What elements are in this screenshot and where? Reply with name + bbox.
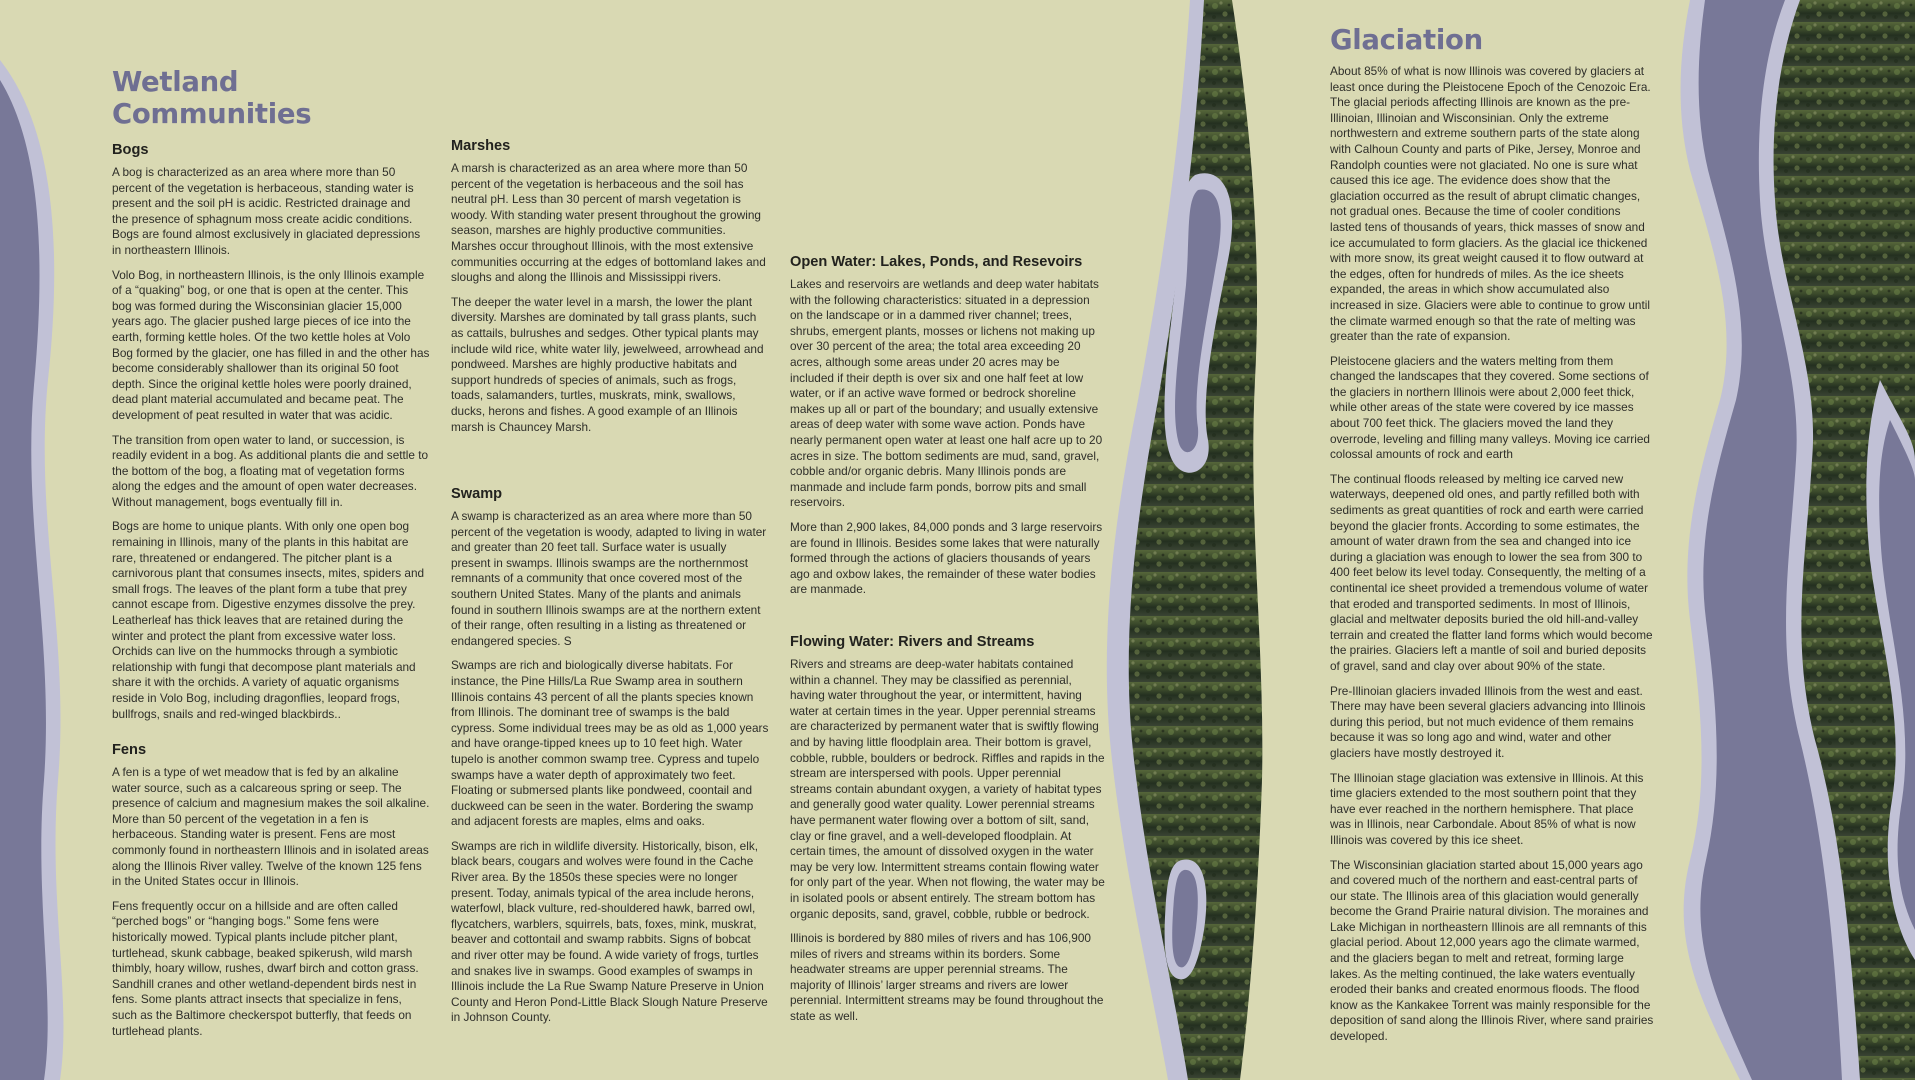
glaciation-paragraph-4: Pre-Illinoian glaciers invaded Illinois from the west and east. There may have been several glaciers advancing into Illinois during this period, but not much evidence of them remains because it was so long ago and wind, water and other glaciers have mostly destroyed it. — [1330, 683, 1646, 760]
fens-section — [112, 742, 430, 1048]
swamp-paragraph-1: A swamp is characterized as an area where more than 50 percent of the vegetation is woody, adapted to living in water and greater than 20 feet tall. Surface water is usually present in swamps. Illinois swamps are the northernmost remnants of a community that once covered most of the southern United States. Many of the plants and animals found in southern Illinois swamps are at the northern extent of their range, often resulting in a listing as threatened or endangered species. S — [451, 509, 767, 648]
swamp-heading: Swamp — [451, 486, 503, 502]
swamp-section — [451, 486, 769, 1035]
bogs-paragraph-3: The transition from open water to land, or succession, is readily evident in a bog. As additional plants die and settle to the bottom of the bog, a floating mat of vegetation forms along the edges and the amount of open water decreases. Without management, bogs eventually fill in. — [112, 432, 429, 509]
open-water-paragraph-2: More than 2,900 lakes, 84,000 ponds and 3 large reservoirs are found in Illinois. Besides some lakes that were naturally formed through the actions of glaciers thousands of years ago and oxbow lakes, the remainder of these water bodies are manmade. — [790, 519, 1103, 597]
open-water-paragraph-1: Lakes and reservoirs are wetlands and deep water habitats with the following characteristics: situated in a depression on the landscape or in a dammed river channel; trees, shrubs, emergent plants, mosses or lichens not making up over 30 percent of the area; the total area exceeding 20 acres, although some areas under 20 acres may be included if their depth is over six and one half feet at low water, or if an active wave formed or bedrock shoreline makes up all or part of the boundary; and usually extensive areas of deep water with some wave action. Ponds have nearly permanent open water at least one half acre up to 20 acres in size. The bottom sediments are mud, sand, gravel, cobble and/or organic debris. Many Illinois ponds are manmade and include farm ponds, borrow pits and small reservoirs. — [790, 277, 1103, 510]
bogs-paragraph-2: Volo Bog, in northeastern Illinois, is the only Illinois example of a “quaking” bog, or one that is open at the center. This bog was formed during the Wisconsinian glacier 15,000 years ago. The glacier pushed large pieces of ice into the earth, forming kettle holes. Of the two kettle holes at Volo Bog formed by the glacier, one has filled in and the other has become considerably shallower than its original 50 foot depth. Since the original kettle holes were poorly drained, dead plant material accumulated and became peat. The development of peat resulted in water that was acidic. — [112, 267, 430, 422]
swamp-paragraph-2: Swamps are rich and biologically diverse habitats. For instance, the Pine Hills/La Rue Swamp area in southern Illinois contains 43 percent of all the plants species known from Illinois. The dominant tree of swamps is the bald cypress. Some individual trees may be as old as 1,000 years and have orange-tipped knees up to 10 feet high. Water tupelo is another common swamp tree. Cypress and tupelo swamps have a water depth of approximately two feet. Floating or submersed plants like pondweed, coontail and duckweed can be seen in the water. Bordering the swamp and adjacent forests are maples, elms and oaks. — [451, 658, 769, 829]
flowing-water-section — [790, 634, 1106, 1034]
open-water-section — [790, 254, 1106, 607]
flowing-water-paragraph-1: Rivers and streams are deep-water habitats contained within a channel. They may be classified as perennial, having water throughout the year, or intermittent, having water at certain times in the year. Upper perennial streams are characterized by permanent water that is swiftly flowing and by having little floodplain area. Their bottom is gravel, cobble, rubble, boulders or bedrock. Riffles and rapids in the stream are interspersed with pools. Upper perennial streams contain abundant oxygen, a variety of habitat types and generally good water quality. Lower perennial streams have permanent water flowing over a bottom of silt, sand, clay or fine gravel, and a well-developed floodplain. At certain times, the amount of dissolved oxygen in the water may be very low. Intermittent streams contain flowing water for only part of the year. When not flowing, the water may be in isolated pools or absent entirely. The stream bottom has organic deposits, sand, gravel, cobble, rubble or bedrock. — [790, 657, 1105, 921]
swamp-paragraph-3: Swamps are rich in wildlife diversity. Historically, bison, elk, black bears, cougars and wolves were found in the Cache River area. By the 1850s these species were no longer present. Today, animals typical of the area include herons, waterfowl, black vulture, red-shouldered hawk, barred owl, flycatchers, warblers, squirrels, bats, foxes, mink, muskrat, beaver and cottontail and swamp rabbits. Signs of bobcat and river otter may be found. A wide variety of frogs, turtles and snakes live in swamps. Good examples of swamps in Illinois include the La Rue Swamp Nature Preserve in Union County and Heron Pond-Little Black Slough Nature Preserve in Johnson County. — [451, 838, 768, 1025]
bogs-paragraph-1: A bog is characterized as an area where more than 50 percent of the vegetation is herbaceous, standing water is present and the soil pH is acidic. Restricted drainage and the presence of sphagnum moss create acidic conditions. Bogs are found almost exclusively in glaciated depressions in northeastern Illinois. — [112, 165, 421, 257]
flowing-water-paragraph-2: Illinois is bordered by 880 miles of rivers and has 106,900 miles of rivers and streams within its borders. Some headwater streams are upper perennial streams. The majority of Illinois’ larger streams and rivers are lower perennial. Intermittent streams may be found throughout the state as well. — [790, 931, 1104, 1024]
open-water-heading: Open Water: Lakes, Ponds, and Resevoirs — [790, 254, 1083, 270]
glaciation-paragraph-3: The continual floods released by melting ice carved new waterways, deepened old ones, and partly refilled both with sediments as great quantities of rock and earth were carried beyond the glacier fronts. According to some estimates, the amount of water drawn from the sea and changed into ice during a glaciation was enough to lower the sea from 300 to 400 feet below its level today. Consequently, the melting of a continental ice sheet provided a tremendous volume of water that eroded and transported sediments. In most of Illinois, glacial and meltwater deposits buried the old hill-and-valley terrain and created the flatter land forms which would become the prairies. Glaciers left a mantle of soil and buried deposits of gravel, sand and clay over about 90% of the state. — [1330, 471, 1653, 673]
glaciation-paragraph-5: The Illinoian stage glaciation was extensive in Illinois. At this time glaciers extended to the most southern point that they have ever reached in the northern hemisphere. That place was in Illinois, near Carbondale. About 85% of what is now Illinois was covered by this ice sheet. — [1330, 770, 1644, 847]
glaciation-paragraph-2: Pleistocene glaciers and the waters melting from them changed the landscapes that they covered. Some sections of the glaciers in northern Illinois were about 2,000 feet thick, while other areas of the state were covered by ice masses about 700 feet thick. The glaciers moved the land they overrode, leveling and filling many valleys. Moving ice carried colossal amounts of rock and earth — [1330, 353, 1650, 462]
marshes-paragraph-1: A marsh is characterized as an area where more than 50 percent of the vegetation is herbaceous and the soil has neutral pH. Less than 30 percent of marsh vegetation is woody. With standing water present throughout the growing season, marshes are highly productive communities. Marshes occur throughout Illinois, with the most extensive communities occurring at the edges of bottomland lakes and sloughs and along the Illinois and Mississippi rivers. — [451, 161, 766, 285]
flowing-water-heading: Flowing Water: Rivers and Streams — [790, 634, 1035, 650]
glaciation-title: Glaciation — [1330, 24, 1483, 56]
fens-heading: Fens — [112, 742, 147, 758]
fens-paragraph-1: A fen is a type of wet meadow that is fed by an alkaline water source, such as a calcareous spring or seep. The presence of calcium and magnesium makes the soil alkaline. More than 50 percent of the vegetation in a fen is herbaceous. Standing water is present. Fens are most commonly found in northeastern Illinois and in isolated areas along the Illinois River valley. Twelve of the known 125 fens in the United States occur in Illinois. — [112, 765, 430, 889]
bogs-heading: Bogs — [112, 142, 149, 158]
column-bogs-fens — [112, 66, 430, 731]
glaciation-paragraph-1: About 85% of what is now Illinois was covered by glaciers at least once during the Pleistocene Epoch of the Cenozoic Era. The glacial periods affecting Illinois are known as the pre-Illinoian, Illinoian and Wisconsinian. Only the extreme northwestern and extreme southern parts of the state along with Calhoun County and parts of Pike, Jersey, Monroe and Randolph counties were not glaciated. No one is sure what caused this ice age. The evidence does show that the glaciation occurred as the result of abrupt climatic changes, not gradual ones. Because the time of cooler conditions lasted tens of thousands of years, thick masses of snow and ice accumulated to form glaciers. As the glacial ice thickened with more snow, its great weight caused it to flow outward at the edges, often for hundreds of miles. As the ice sheets expanded, the areas in which show accumulated also increased in size. Glaciers were able to continue to grow until the climate warmed enough so that the rate of melting was greater than the rate of expansion. — [1330, 64, 1651, 344]
bogs-paragraph-4: Bogs are home to unique plants. With only one open bog remaining in Illinois, many of the plants in this habitat are rare, threatened or endangered. The pitcher plant is a carnivorous plant that consumes insects, mites, spiders and small frogs. The leaves of the plant form a tube that prey cannot escape from. Digestive enzymes dissolve the prey. Leatherleaf has thick leaves that are retained during the winter and protect the plant from excessive water loss. Orchids can live on the hummocks through a symbiotic relationship with fungi that decompose plant materials and share it with the orchids. A variety of aquatic organisms reside in Volo Bog, including dragonflies, leopard frogs, bullfrogs, snails and red-winged blackbirds.. — [112, 519, 425, 721]
fens-paragraph-2: Fens frequently occur on a hillside and are often called “perched bogs” or “hanging bogs.” Some fens were historically mowed. Typical plants include pitcher plant, turtlehead, skunk cabbage, beaked spikerush, wild marsh thimbly, hoary willow, rushes, dwarf birch and cotton grass. Sandhill cranes and other wetland-dependent birds nest in fens. Some plants attract insects that specialize in fens, such as the Baltimore checkerspot butterfly, that feeds on turtlehead plants. — [112, 898, 419, 1038]
marshes-paragraph-2: The deeper the water level in a marsh, the lower the plant diversity. Marshes are dominated by tall grass plants, such as cattails, bulrushes and sedges. Other typical plants may include wild rice, white water lily, jewelweed, arrowhead and pondweed. Marshes are highly productive habitats and support hundreds of species of animals, such as frogs, toads, salamanders, turtles, muskrats, mink, swallows, ducks, herons and fishes. A good example of an Illinois marsh is Chauncey Marsh. — [451, 294, 764, 434]
glaciation-paragraph-6: The Wisconsinian glaciation started about 15,000 years ago and covered much of the northern and east-central parts of our state. The Illinois area of this glaciation would generally become the Grand Prairie natural division. The moraines and Lake Michigan in northeastern Illinois are all remnants of this glacial period. About 12,000 years ago the climate warmed, and the glaciers began to melt and retreat, forming large lakes. As the melting continued, the lake waters eventually eroded their banks and created enormous floods. The flood know as the Kankakee Torrent was mainly responsible for the deposition of sand along the Illinois River, where sand prairies developed. — [1330, 857, 1654, 1044]
glaciation-section — [1330, 24, 1654, 1054]
wetland-communities-title: Wetland Communities — [112, 66, 312, 130]
marshes-heading: Marshes — [451, 138, 511, 154]
marshes-section — [451, 138, 769, 444]
